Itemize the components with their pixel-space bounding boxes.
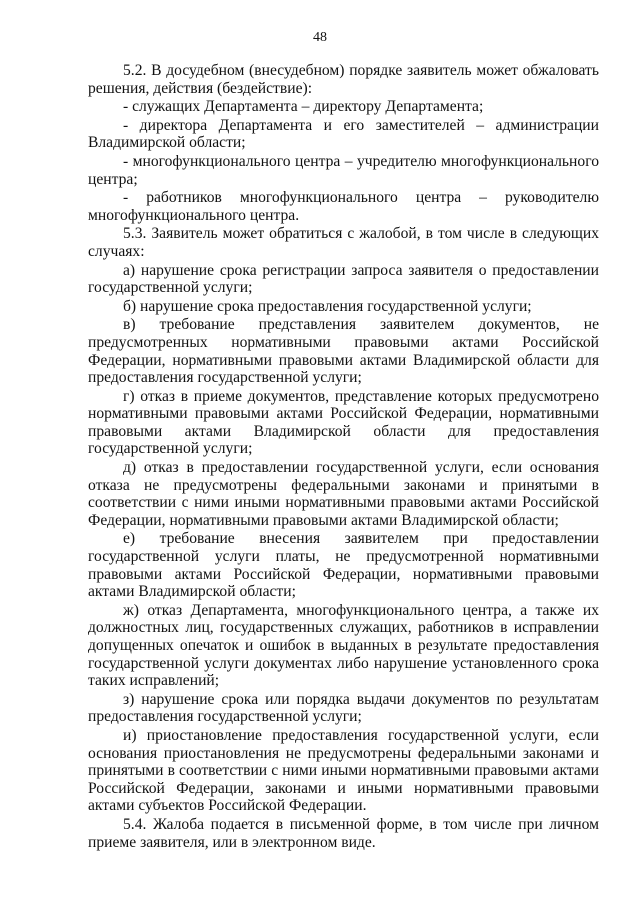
paragraph-5-4: 5.4. Жалоба подается в письменной форме, в том числе при личном приеме заявителя, или в электронном виде. — [88, 815, 599, 851]
paragraph-5-3: 5.3. Заявитель может обратиться с жалобой, в том числе в следующих случаях: — [88, 225, 599, 260]
list-item-mfc-workers: - работников многофункционального центра – руководителю многофункционального центра. — [88, 189, 599, 224]
list-item-e: е) требование внесения заявителем при предоставлении государственной услуги платы, не предусмотренной нормативными правовыми актами Российской Федерации, нормативными правовыми актами Владимирской области; — [88, 530, 599, 601]
list-item-b: б) нарушение срока предоставления государственной услуги; — [123, 297, 532, 315]
list-item-mfc: - многофункционального центра – учредителю многофункционального центра; — [88, 152, 599, 188]
list-item-i: и) приостановление предоставления государственной услуги, если основания приостановления не предусмотрены федеральными законами и принятыми в соответствии с ними иными нормативными правовыми актами Российской Федерации, законами и иными нормативными правовыми актами субъектов Российской Федерации. — [88, 726, 599, 815]
list-item-d: д) отказ в предоставлении государственной услуги, если основания отказа не предусмотрены федеральными законами и принятыми в соответствии с ними иными нормативными правовыми актами Российской Федерации, нормативными правовыми актами Владимирской области; — [88, 459, 599, 529]
list-item-z: з) нарушение срока или порядка выдачи документов по результатам предоставления государственной услуги; — [88, 690, 599, 726]
list-item-g: г) отказ в приеме документов, представление которых предусмотрено нормативными правовыми актами Российской Федерации, нормативными правовыми актами Владимирской области для предоставления государственной услуги; — [88, 387, 599, 458]
document-body — [88, 62, 599, 852]
list-item-v: в) требование представления заявителем документов, не предусмотренных нормативными правовыми актами Российской Федерации, нормативными правовыми актами Владимирской области для предоставления государственной услуги; — [88, 316, 599, 387]
list-item-director: - директора Департамента и его заместителей – администрации Владимирской области; — [88, 116, 599, 152]
list-item-zh: ж) отказ Департамента, многофункционального центра, а также их должностных лиц, государственных служащих, работников в исправлении допущенных опечаток и ошибок в выданных в результате предоставления государственной услуги документах либо нарушение установленного срока таких исправлений; — [88, 601, 599, 690]
list-item-a: а) нарушение срока регистрации запроса заявителя о предоставлении государственной услуги; — [88, 261, 599, 297]
paragraph-5-2: 5.2. В досудебном (внесудебном) порядке заявитель может обжаловать решения, действия (бездействие): — [88, 62, 599, 97]
page-number: 48 — [313, 30, 327, 45]
list-item-employees: - служащих Департамента – директору Департамента; — [123, 98, 484, 116]
